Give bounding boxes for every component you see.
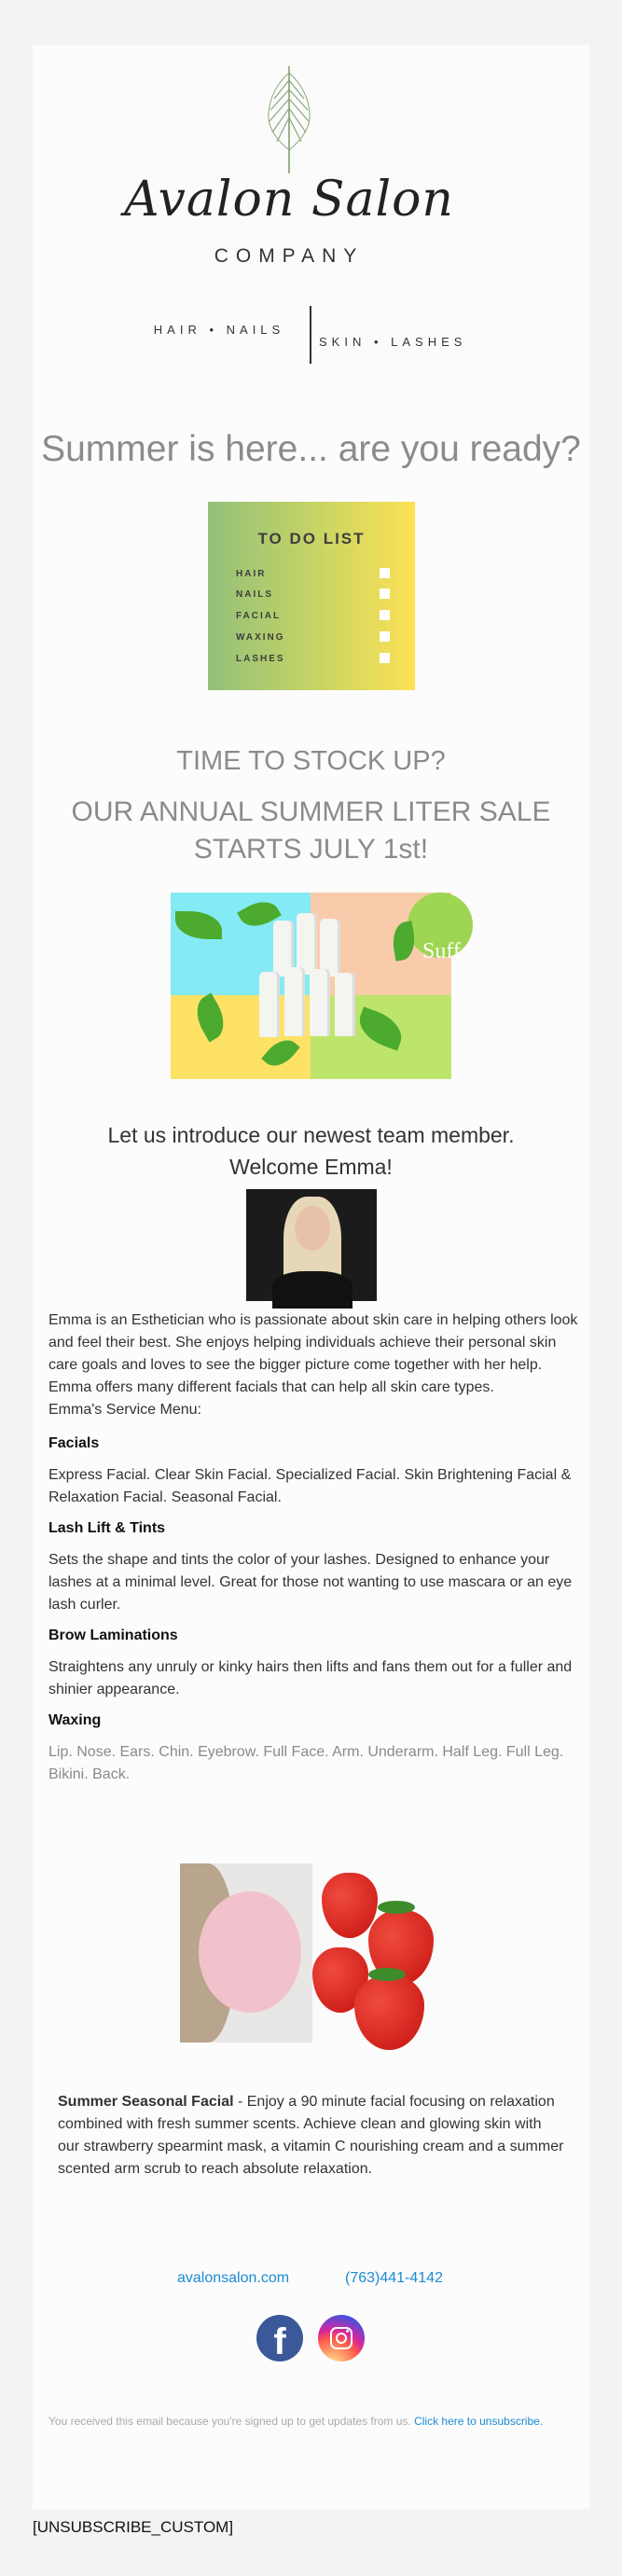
checkbox-icon: [380, 631, 390, 642]
todo-item: LASHES: [236, 654, 390, 664]
salon-logo: [121, 62, 467, 369]
seasonal-description: - Enjoy a 90 minute facial focusing on relaxation combined with fresh summer scents. Achieve clean and glowing skin with our strawberry spearmint mask, a vitamin C nourishing cream and a summer scented arm scrub to reach absolute relaxation.: [58, 2094, 564, 2177]
service-desc: Straightens any unruly or kinky hairs then lifts and fans them out for a fuller and shinier appearance.: [48, 1659, 573, 1697]
facebook-icon[interactable]: f: [256, 2315, 303, 2361]
service-title: Brow Laminations: [48, 1627, 178, 1643]
todo-title: TO DO LIST: [257, 530, 366, 547]
service-desc: Sets the shape and tints the color of your lashes. Designed to enhance your lashes at a minimal level. Great for those not wanting to use mascara or an eye lash curler.: [48, 1552, 573, 1613]
checkbox-icon: [380, 653, 390, 663]
stock-up-heading: TIME TO STOCK UP?: [176, 746, 446, 776]
todo-item: FACIAL: [236, 611, 390, 621]
footer-notice: [48, 2410, 571, 2432]
emma-photo: [246, 1189, 377, 1301]
phone-link[interactable]: (763)441-4142: [345, 2270, 443, 2286]
service-title: Lash Lift & Tints: [48, 1520, 166, 1536]
headline: Summer is here... are you ready?: [41, 429, 581, 469]
service-title: Waxing: [48, 1712, 102, 1728]
seasonal-title: Summer Seasonal Facial: [58, 2094, 234, 2110]
palm-leaf-icon: [261, 62, 317, 173]
unsubscribe-tag: [UNSUBSCRIBE_CUSTOM]: [33, 2518, 234, 2536]
todo-list-image: [208, 502, 415, 690]
welcome-line: Welcome Emma!: [229, 1155, 393, 1179]
intro-line: Let us introduce our newest team member.: [107, 1123, 515, 1147]
services-right: SKIN • LASHES: [319, 335, 467, 349]
product-sale-image: [171, 893, 461, 1079]
brand-script: Avalon Salon: [124, 172, 454, 228]
todo-item: HAIR: [236, 569, 390, 579]
service-desc: Lip. Nose. Ears. Chin. Eyebrow. Full Face. Arm. Underarm. Half Leg. Full Leg. Bikini. Back.: [48, 1744, 564, 1782]
emma-bio: Emma is an Esthetician who is passionate about skin care in helping others look and feel their best. She enjoys helping individuals achieve their personal skin care goals and loves to see the bigger picture come together with her help. Emma offers many different facials that can help all skin care types.: [48, 1312, 578, 1395]
logo-divider: [310, 306, 311, 364]
website-link[interactable]: avalonsalon.com: [177, 2270, 290, 2286]
team-intro: [33, 1119, 589, 1183]
services-left: HAIR • NAILS: [153, 323, 285, 337]
service-title: Facials: [48, 1435, 100, 1451]
brand-company: COMPANY: [214, 245, 365, 267]
checkbox-icon: [380, 610, 390, 620]
sale-heading: OUR ANNUAL SUMMER LITER SALE STARTS JULY 1st!: [71, 796, 551, 865]
product-brand-text: Suff: [422, 939, 461, 963]
service-menu-title: Emma's Service Menu:: [48, 1402, 201, 1418]
checkbox-icon: [380, 568, 390, 578]
unsubscribe-link[interactable]: Click here to unsubscribe.: [414, 2415, 544, 2428]
checkbox-icon: [380, 589, 390, 599]
seasonal-facial-image: [180, 1863, 441, 2043]
seasonal-facial-text: [58, 2091, 566, 2181]
footer-text: You received this email because you're signed up to get updates from us.: [48, 2415, 415, 2428]
instagram-icon[interactable]: [318, 2315, 365, 2361]
todo-item: NAILS: [236, 589, 390, 600]
service-desc: Express Facial. Clear Skin Facial. Specialized Facial. Skin Brightening Facial & Relaxation Facial. Seasonal Facial.: [48, 1467, 572, 1505]
todo-item: WAXING: [236, 632, 390, 643]
